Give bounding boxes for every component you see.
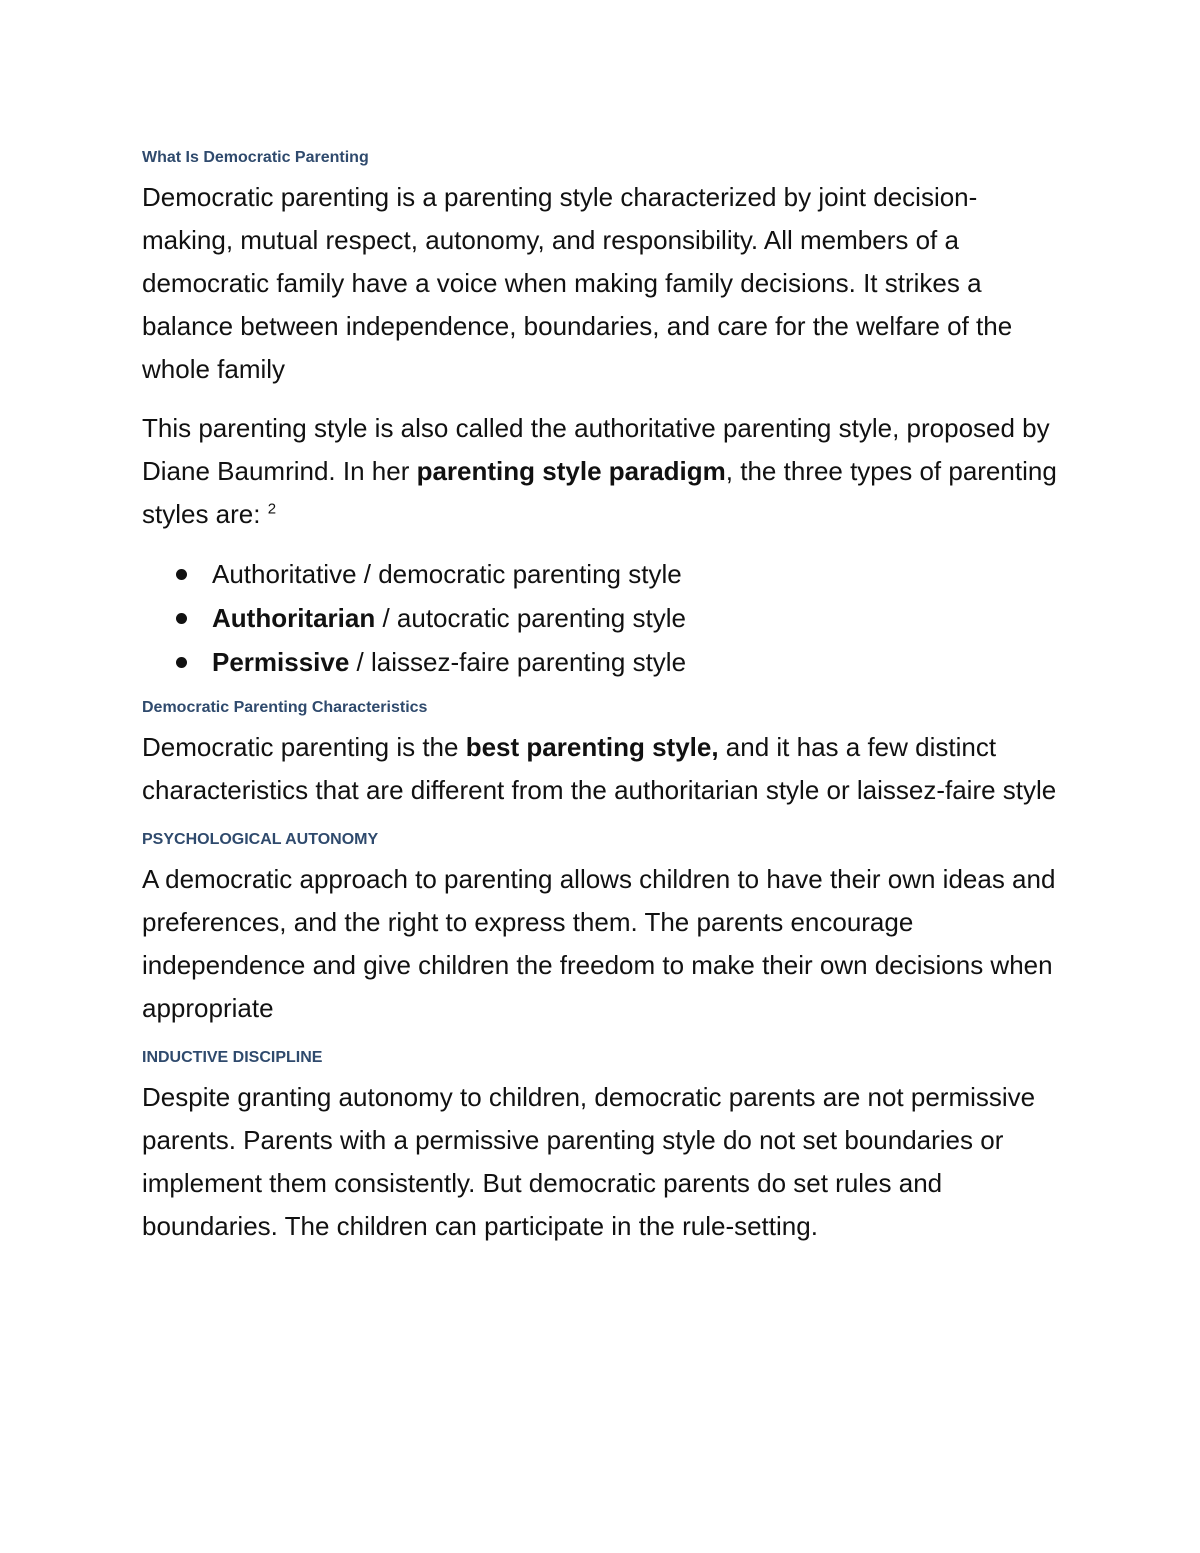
paragraph-definition: Democratic parenting is a parenting style characterized by joint decision-making, mutual respect, autonomy, and responsibility. All members of a democratic family have a voice when making family decisions. It strikes a balance between independence, boundaries, and care for the welfare of the whole family (142, 182, 1013, 384)
list-item (142, 552, 1062, 596)
section-heading-psychological-autonomy: PSYCHOLOGICAL AUTONOMY (142, 831, 379, 848)
section-heading-what-is: What Is Democratic Parenting (142, 149, 369, 166)
list-item-bold: Authoritarian (212, 603, 376, 633)
paragraph-characteristics (142, 726, 1062, 812)
paragraph-baumrind-bold: parenting style paradigm (416, 456, 726, 486)
section-heading-characteristics: Democratic Parenting Characteristics (142, 699, 428, 716)
footnote-reference: 2 (267, 500, 277, 518)
paragraph-characteristics-bold: best parenting style, (465, 732, 719, 762)
paragraph-baumrind-text-a: This parenting style is also called the authoritative parenting style, proposed by Diane Baumrind. In her (142, 413, 1050, 486)
list-item (142, 640, 1062, 684)
list-item (142, 596, 1062, 640)
paragraph-baumrind-text-b: , the three types of parenting styles are: (142, 456, 1057, 529)
paragraph-characteristics-text-b: and it has a few distinct characteristics that are different from the authoritarian style or laissez-faire style (142, 732, 1057, 805)
bullet-icon (176, 657, 187, 668)
bullet-icon (176, 613, 187, 624)
parenting-styles-list (142, 552, 1062, 684)
bullet-icon (176, 569, 187, 580)
paragraph-inductive-discipline: Despite granting autonomy to children, democratic parents are not permissive parents. Parents with a permissive parenting style do not set boundaries or implement them consistently. But democratic parents do set rules and boundaries. The children can participate in the rule-setting. (142, 1082, 1036, 1241)
list-item-bold: Permissive (212, 647, 350, 677)
paragraph-psychological-autonomy: A democratic approach to parenting allows children to have their own ideas and preferences, and the right to express them. The parents encourage independence and give children the freedom to make their own decisions when appropriate (142, 864, 1056, 1023)
list-item-text: Authoritative / democratic parenting style (212, 559, 682, 589)
section-heading-inductive-discipline: INDUCTIVE DISCIPLINE (142, 1049, 323, 1066)
list-item-text: / laissez-faire parenting style (349, 647, 687, 677)
document-content (142, 146, 1062, 1264)
paragraph-baumrind (142, 407, 1062, 536)
paragraph-characteristics-text-a: Democratic parenting is the (142, 732, 466, 762)
list-item-text: / autocratic parenting style (375, 603, 686, 633)
